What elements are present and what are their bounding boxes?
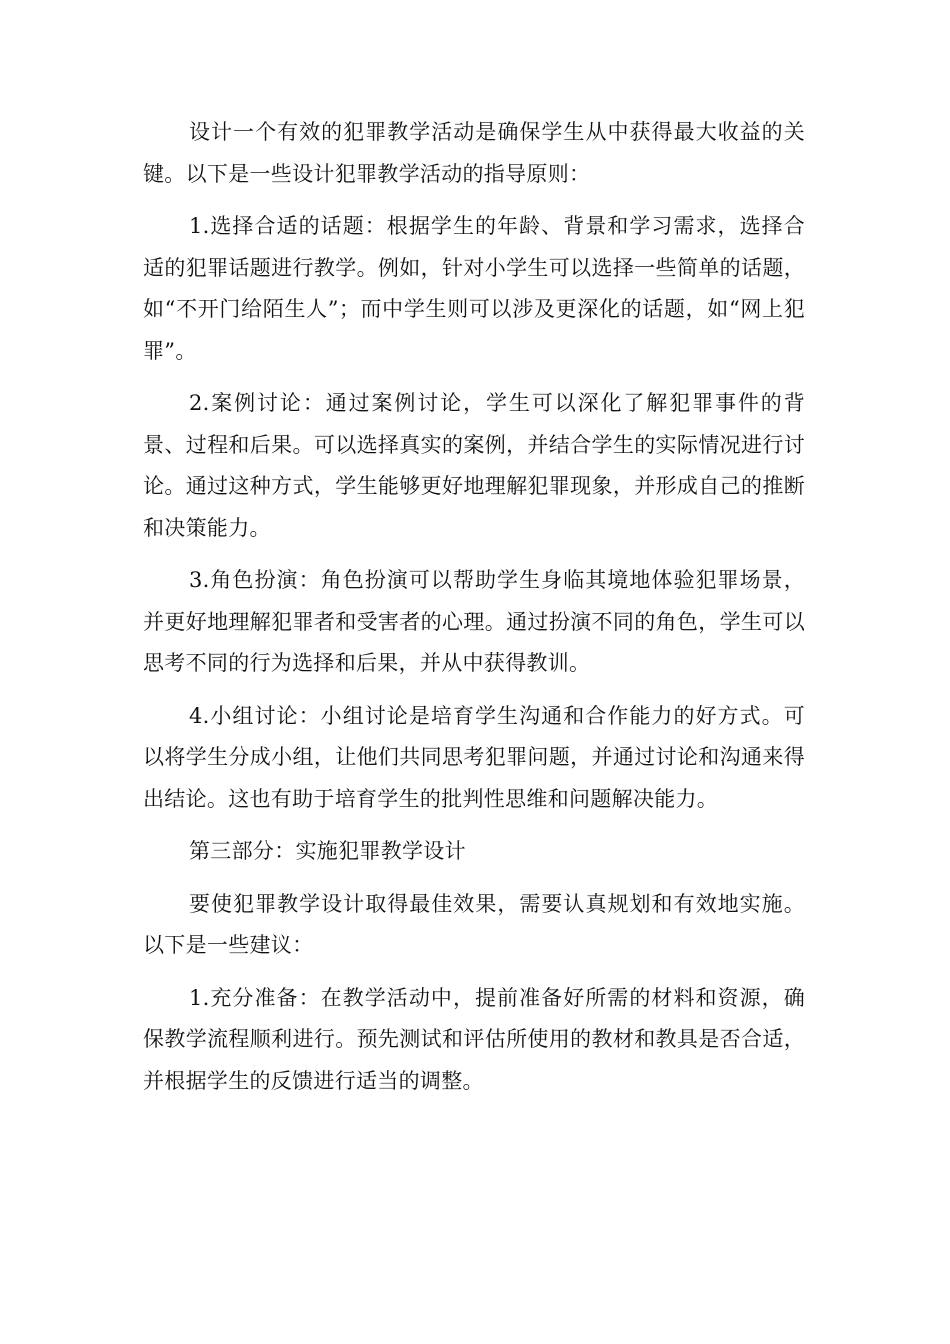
paragraph-principle-2: 2.案例讨论：通过案例讨论，学生可以深化了解犯罪事件的背景、过程和后果。可以选择真实的案例，并结合学生的实际情况进行讨论。通过这种方式，学生能够更好地理解犯罪现象，并形成自己的推断和决策能力。 [143, 391, 805, 540]
paragraph-intro: 设计一个有效的犯罪教学活动是确保学生从中获得最大收益的关键。以下是一些设计犯罪教学活动的指导原则： [143, 120, 805, 186]
paragraph-principle-3: 3.角色扮演：角色扮演可以帮助学生身临其境地体验犯罪场景，并更好地理解犯罪者和受害者的心理。通过扮演不同的角色，学生可以思考不同的行为选择和后果，并从中获得教训。 [143, 568, 805, 675]
paragraph-principle-4: 4.小组讨论：小组讨论是培育学生沟通和合作能力的好方式。可以将学生分成小组，让他们共同思考犯罪问题，并通过讨论和沟通来得出结论。这也有助于培育学生的批判性思维和问题解决能力。 [143, 703, 805, 811]
section-heading: 第三部分：实施犯罪教学设计 [189, 839, 466, 863]
document-body [143, 112, 805, 1113]
paragraph-implementation-intro: 要使犯罪教学设计取得最佳效果，需要认真规划和有效地实施。以下是一些建议： [143, 891, 805, 957]
paragraph-principle-1: 1.选择合适的话题：根据学生的年龄、背景和学习需求，选择合适的犯罪话题进行教学。例如，针对小学生可以选择一些简单的话题，如“不开门给陌生人”；而中学生则可以涉及更深化的话题，如“网上犯罪”。 [143, 214, 805, 363]
paragraph-suggestion-1: 1.充分准备：在教学活动中，提前准备好所需的材料和资源，确保教学流程顺利进行。预先测试和评估所使用的教材和教具是否合适，并根据学生的反馈进行适当的调整。 [143, 985, 805, 1093]
